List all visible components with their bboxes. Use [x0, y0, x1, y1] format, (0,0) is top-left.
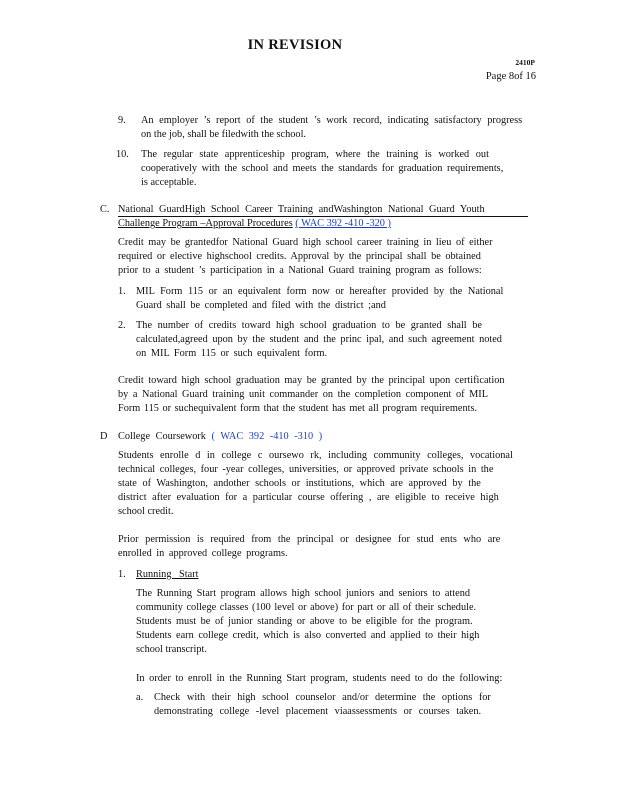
list-number: 1.: [118, 286, 126, 297]
running-start-heading: Running Start: [136, 569, 199, 580]
list-number: 2.: [118, 320, 126, 331]
page-number: Page 8of 16: [485, 71, 536, 82]
page-title: IN REVISION: [247, 37, 343, 53]
item-number: 9.: [118, 115, 126, 126]
item-10-text: The regular state apprenticeship program, where the training is worked out cooperatively with the school and meets the standards for graduation requirements, is acceptable.: [141, 149, 504, 188]
wac-link[interactable]: ( WAC 392 -410 -310 ): [211, 431, 323, 442]
item-9-text: An employer ’s report of the student ’s work record, indicating satisfactory progress on the job, shall be filedwith the school.: [141, 115, 523, 140]
section-c-item-1: MIL Form 115 or an equivalent form now or hereafter provided by the National Guard shall be completed and filed with the district ;and: [136, 286, 504, 311]
running-start-item-a: Check with their high school counselor and/or determine the options for demonstrating college -level placement viaassessments or courses taken.: [154, 692, 491, 717]
section-c-intro: Credit may be grantedfor National Guard high school career training in lieu of either required or elective highschool credits. Approval by the principal shall be obtained prior to a student ’s participation in a National Guard training program as follows:: [118, 237, 493, 276]
section-c-heading: National GuardHigh School Career Training andWashington National Guard Youth: [118, 204, 485, 215]
running-start-para2: In order to enroll in the Running Start program, students need to do the following:: [136, 673, 503, 684]
running-start-para1: The Running Start program allows high school juniors and seniors to attend community college classes (100 level or above) for part or all of their schedule. Students must be of junior standing or above to be eligible for the program. Students earn college credit, which is also converted and applied to their high school transcript.: [136, 588, 480, 655]
section-letter: D: [100, 431, 108, 442]
section-c-closing: Credit toward high school graduation may be granted by the principal upon certification by a National Guard training unit commander on the completion component of MIL Form 115 or suchequivalent form that the student has met all program requirements.: [118, 375, 505, 414]
item-number: 10.: [116, 149, 129, 160]
section-d-heading: College Coursework ( WAC 392 -410 -310 ): [118, 431, 323, 442]
wac-link[interactable]: ( WAC 392 -410 -320 ): [295, 218, 391, 229]
section-d-para1: Students enrolle d in college c oursewo rk, including community colleges, vocational technical colleges, four -year colleges, universities, or approved private schools in the state of Washington, andother schools or institutions, which are approved by the district after evaluation for a particular course offering , are eligible to receive high school credit.: [118, 450, 513, 517]
section-letter: C.: [100, 204, 110, 215]
section-c-heading-line2: Challenge Program –Approval Procedures ( WAC 392 -410 -320 ): [118, 218, 391, 229]
policy-number: 2410P: [515, 58, 535, 67]
list-letter: a.: [136, 692, 144, 703]
section-d-para2: Prior permission is required from the principal or designee for stud ents who are enrolled in approved college programs.: [118, 534, 501, 559]
section-c-item-2: The number of credits toward high school graduation to be granted shall be calculated,agreed upon by the student and the princ ipal, and such agreement noted on MIL Form 115 or such equivalent form.: [136, 320, 502, 359]
list-number: 1.: [118, 569, 126, 580]
